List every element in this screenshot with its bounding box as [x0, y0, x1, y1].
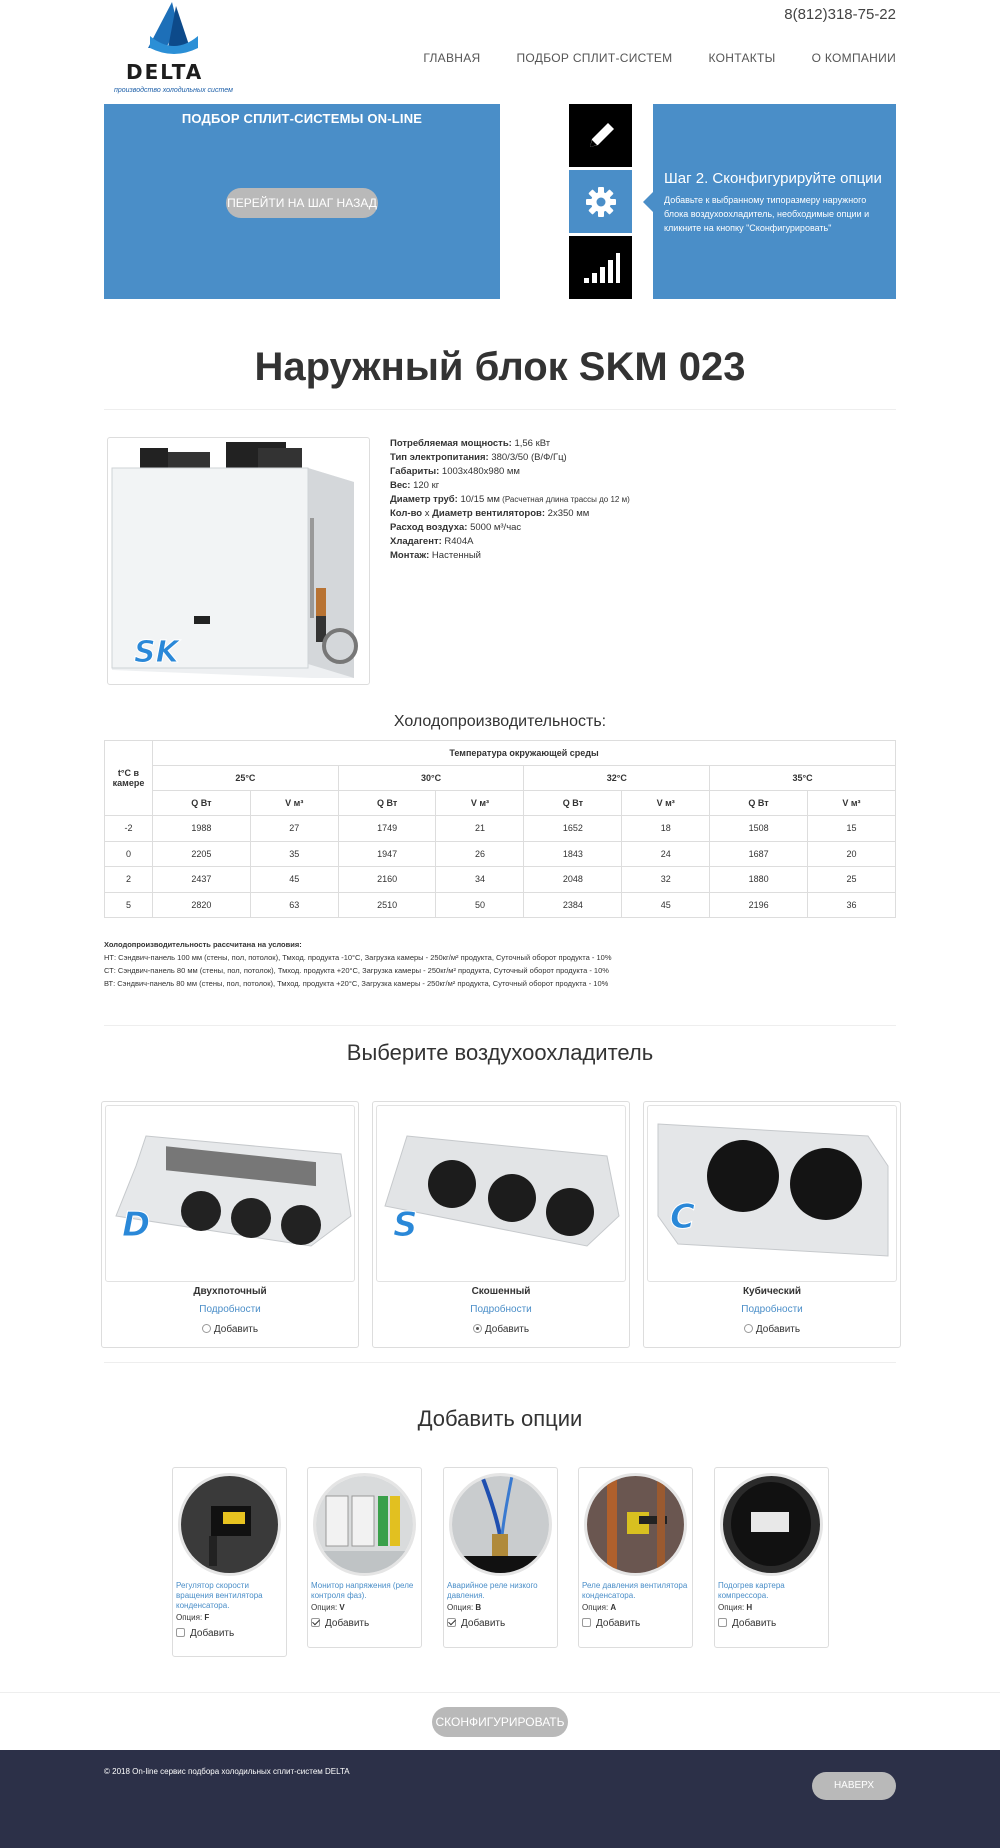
cooler-name: Кубический — [742, 1286, 802, 1297]
q-header: Q Вт — [710, 791, 808, 816]
logo-text: DELTA — [126, 60, 204, 84]
back-step-button[interactable]: ПЕРЕЙТИ НА ШАГ НАЗАД — [226, 188, 378, 218]
option-image — [313, 1473, 416, 1576]
selection-panel — [104, 104, 500, 299]
step-description — [653, 104, 896, 299]
option-description[interactable]: Реле давления вентилятора конденсатора. — [582, 1581, 688, 1600]
cooler-radio[interactable]: Добавить — [102, 1324, 358, 1335]
q-header: Q Вт — [338, 791, 436, 816]
option-code: Опция: A — [582, 1603, 617, 1612]
option-checkbox-row[interactable]: Добавить — [308, 1612, 421, 1637]
nav-contacts[interactable]: КОНТАКТЫ — [708, 51, 776, 65]
option-description[interactable]: Регулятор скорости вращения вентилятора конденсатора. — [176, 1581, 263, 1610]
coolers-title: Выберите воздухоохладитель — [346, 1040, 654, 1065]
option-description[interactable]: Аварийное реле низкого давления. — [447, 1581, 538, 1600]
selection-panel-title: ПОДБОР СПЛИТ-СИСТЕМЫ ON-LINE — [181, 111, 423, 126]
signal-bars-icon — [581, 250, 621, 286]
nav-home[interactable]: ГЛАВНАЯ — [423, 51, 481, 65]
spec-row: Вес: 120 кг — [390, 480, 440, 491]
cooler-name: Скошенный — [471, 1286, 531, 1297]
main-nav — [423, 51, 896, 65]
q-header: Q Вт — [153, 791, 251, 816]
logo-subtitle: производство холодильных систем — [114, 87, 233, 94]
table-row: -2 1988 27 1749 21 1652 18 1508 15 — [105, 816, 896, 842]
option-checkbox[interactable] — [447, 1618, 456, 1627]
table-row: 2 2437 45 2160 34 2048 32 1880 25 — [105, 867, 896, 893]
option-code: Опция: B — [447, 1603, 482, 1612]
spec-row: Расход воздуха: 5000 м³/час — [390, 522, 522, 533]
cooler-radio[interactable]: Добавить — [373, 1324, 629, 1335]
spec-row: Кол-во х Диаметр вентиляторов: 2х350 мм — [390, 508, 590, 519]
step-2-gear[interactable] — [569, 170, 632, 233]
option-code: Опция: F — [176, 1613, 210, 1622]
cooler-details-link[interactable]: Подробности — [741, 1304, 803, 1315]
cooler-card-s[interactable] — [372, 1101, 630, 1348]
configure-button[interactable]: СКОНФИГУРИРОВАТЬ — [432, 1707, 568, 1737]
option-checkbox-row[interactable]: Добавить — [715, 1612, 828, 1637]
capacity-table — [104, 740, 896, 918]
phone-number: 8(812)318-75-22 — [784, 6, 896, 23]
capacity-title: Холодопроизводительность: — [393, 713, 607, 730]
options-title: Добавить опции — [417, 1406, 583, 1431]
temp-header: 25°C — [153, 766, 339, 791]
nav-split-selection[interactable]: ПОДБОР СПЛИТ-СИСТЕМ — [516, 51, 673, 65]
option-code: Опция: V — [311, 1603, 345, 1612]
option-description[interactable]: Монитор напряжения (реле контроля фаз). — [311, 1581, 414, 1600]
option-image — [178, 1473, 281, 1576]
step-text: Добавьте к выбранному типоразмеру наружного блока воздухоохладитель, необходимые опции и кликните на кнопку "Сконфигурировать" — [664, 195, 870, 233]
option-checkbox[interactable] — [718, 1618, 727, 1627]
spec-row: Тип электропитания: 380/3/50 (В/Ф/Гц) — [390, 452, 567, 463]
spec-row: Хладагент: R404A — [390, 536, 474, 547]
option-checkbox[interactable] — [582, 1618, 591, 1627]
spec-row: Потребляемая мощность: 1,56 кВт — [390, 438, 551, 449]
spec-row: Габариты: 1003х480х980 мм — [390, 466, 520, 477]
option-checkbox[interactable] — [311, 1618, 320, 1627]
copyright: © 2018 On-line сервис подбора холодильных сплит-систем DELTA — [104, 1767, 350, 1776]
cooler-image — [376, 1105, 626, 1282]
divider — [0, 1692, 1000, 1693]
cooler-image — [647, 1105, 897, 1282]
divider — [104, 1362, 896, 1363]
cooler-details-link[interactable]: Подробности — [470, 1304, 532, 1315]
option-code: Опция: H — [718, 1603, 753, 1612]
option-card-b — [443, 1467, 558, 1648]
series-badge: SK — [134, 635, 179, 670]
conditions-title: Холодопроизводительность рассчитана на условия: — [104, 940, 302, 949]
pencil-icon — [584, 119, 618, 153]
v-header: V м³ — [807, 791, 895, 816]
table-row: 0 2205 35 1947 26 1843 24 1687 20 — [105, 841, 896, 867]
gear-icon — [583, 184, 619, 220]
option-card-h — [714, 1467, 829, 1648]
cooler-badge: D — [122, 1205, 151, 1245]
page-title: Наружный блок SKM 023 — [254, 345, 746, 389]
product-image — [107, 437, 370, 685]
table-row: 5 2820 63 2510 50 2384 45 2196 36 — [105, 892, 896, 918]
ambient-header: Температура окружающей среды — [153, 741, 896, 766]
radio-button[interactable] — [202, 1324, 211, 1333]
q-header: Q Вт — [524, 791, 622, 816]
cooler-radio[interactable]: Добавить — [644, 1324, 900, 1335]
condition-line: ВТ: Сэндвич-панель 80 мм (стены, пол, потолок), Тмход. продукта +20°С, Загрузка камеры - 250кг/м² продукта, Суточный оборот продукта - 10% — [104, 979, 609, 988]
condition-line: НТ: Сэндвич-панель 100 мм (стены, пол, потолок), Тмход. продукта -10°С, Загрузка камеры - 250кг/м² продукта, Суточный оборот продукта - 10% — [104, 953, 612, 962]
cooler-card-d[interactable] — [101, 1101, 359, 1348]
option-card-f — [172, 1467, 287, 1657]
temp-header: 30°C — [338, 766, 524, 791]
temp-header: 32°C — [524, 766, 710, 791]
radio-button[interactable] — [744, 1324, 753, 1333]
cooler-badge: S — [393, 1205, 418, 1245]
option-checkbox[interactable] — [176, 1628, 185, 1637]
cooler-badge: C — [670, 1197, 695, 1237]
v-header: V м³ — [436, 791, 524, 816]
divider — [104, 409, 896, 410]
condition-line: СТ: Сэндвич-панель 80 мм (стены, пол, потолок), Тмход. продукта +20°С, Загрузка камеры - 250кг/м² продукта, Суточный оборот продукта - 10% — [104, 966, 609, 975]
cooler-card-c[interactable] — [643, 1101, 901, 1348]
spec-row: Монтаж: Настенный — [390, 550, 481, 561]
temp-header: 35°C — [710, 766, 896, 791]
v-header: V м³ — [250, 791, 338, 816]
option-card-a — [578, 1467, 693, 1648]
spec-row: Диаметр труб: 10/15 мм (Расчетная длина трассы до 12 м) — [390, 494, 630, 505]
footer — [0, 1750, 1000, 1848]
back-to-top-button[interactable]: НАВЕРХ — [812, 1772, 896, 1800]
option-card-v — [307, 1467, 422, 1648]
option-image — [584, 1473, 687, 1576]
radio-button[interactable] — [473, 1324, 482, 1333]
step-1-pencil[interactable] — [569, 104, 632, 167]
cooler-image — [105, 1105, 355, 1282]
v-header: V м³ — [622, 791, 710, 816]
cooler-details-link[interactable]: Подробности — [199, 1304, 261, 1315]
step-title: Шаг 2. Сконфигурируйте опции — [664, 170, 882, 187]
option-image — [449, 1473, 552, 1576]
nav-about[interactable]: О КОМПАНИИ — [811, 51, 896, 65]
product-specs — [390, 437, 630, 563]
divider — [104, 1025, 896, 1026]
chamber-temp-header: t°C в камере — [105, 741, 153, 816]
option-checkbox-row[interactable]: Добавить — [173, 1622, 286, 1647]
option-checkbox-row[interactable]: Добавить — [579, 1612, 692, 1637]
cooler-name: Двухпоточный — [193, 1286, 267, 1297]
step-3-signal[interactable] — [569, 236, 632, 299]
option-description[interactable]: Подогрев картера компрессора. — [718, 1581, 785, 1600]
capacity-conditions — [104, 938, 611, 990]
option-checkbox-row[interactable]: Добавить — [444, 1612, 557, 1637]
option-image — [720, 1473, 823, 1576]
